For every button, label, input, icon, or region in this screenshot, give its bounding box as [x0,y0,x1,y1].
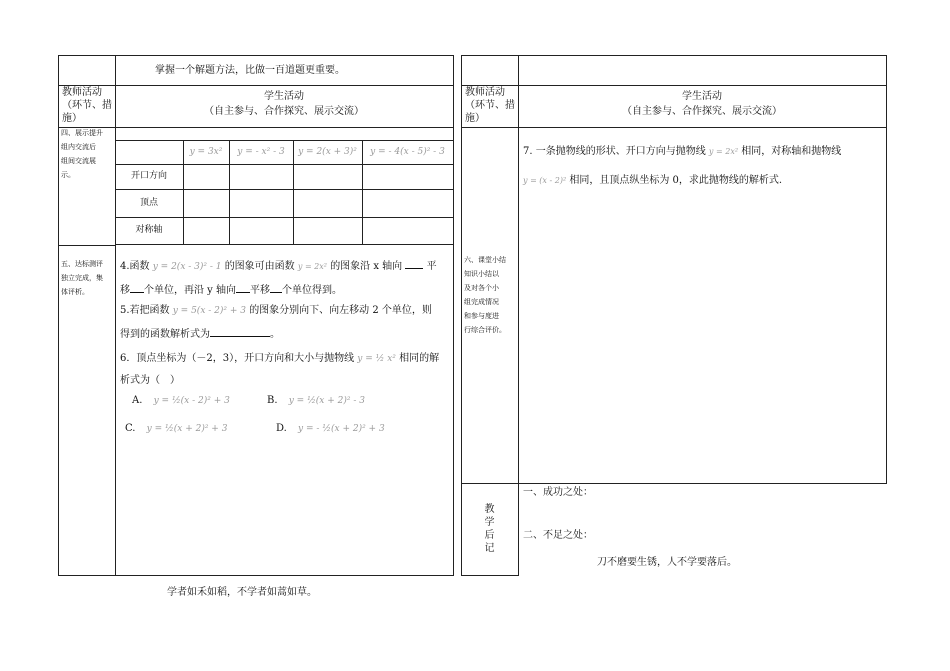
shortcoming-heading: 二、不足之处： [523,530,593,541]
banner-text: 掌握一个解题方法，比做一百道题更重要。 [155,65,345,76]
question-7-line-1 [523,147,841,157]
section6-note-line: 六、课堂小结 [464,256,506,264]
q6-option-c[interactable] [125,424,227,434]
section4-note-line: 四、展示提升 [61,129,103,137]
right-teacher-header-line-2: （环节、措 [465,100,515,111]
q4-blank-4[interactable] [270,292,282,293]
q5-line2: 得到的函数解析式为 [120,329,210,340]
section5-note-line: 独立完成，集 [61,274,103,282]
q5-formula: y = 5(x - 2)² + 3 [172,306,246,316]
table-header-cell: y = 2(x + 3)² [298,147,357,157]
q6-option-d-label: D. [276,423,287,434]
right-student-header-subtitle: （自主参与、合作探究、展示交流） [622,106,782,117]
teacher-header-line-1: 教师活动 [62,87,102,98]
table-row-label: 对称轴 [135,225,163,235]
q6-line2: 析式为（ ） [120,375,180,386]
q6-option-c-formula: y = ½(x + 2)² + 3 [146,424,228,434]
q6-option-b-label: B. [267,395,278,406]
q4-line2a: 移 [120,285,130,296]
question-4-line-2 [120,286,342,296]
section6-note-line: 及对各个小 [464,284,499,292]
q6-formula: y = ½ x² [357,354,396,364]
q6-option-a-formula: y = ½(x - 2)² + 3 [153,396,230,406]
q6-line1a: 6．顶点坐标为（－2，3），开口方向和大小与抛物线 [120,353,355,364]
teacher-header-line-2: （环节、措 [62,100,112,111]
postscript-char: 记 [484,543,495,554]
section4-note-line: 组间交流展 [61,157,96,165]
q4-formula-1: y = 2(x - 3)² - 1 [152,262,222,272]
question-7-line-2 [523,176,782,186]
q4-line2d: 个单位得到。 [282,285,343,296]
table-row-label: 顶点 [139,198,158,208]
question-6-line-1 [120,354,439,364]
q6-option-d[interactable] [276,424,385,434]
table-header-cell: y = - 4(x - 5)² - 3 [370,147,445,157]
section6-note-line: 组完成情况 [464,298,499,306]
table-header-cell: y = - x² - 3 [237,147,285,157]
q7-line2: 相同，且顶点纵坐标为 0，求此抛物线的解析式. [569,175,783,186]
right-student-header-title: 学生活动 [682,91,722,102]
section6-note-line: 和参与度进 [464,312,499,320]
q4-number: 4.函数 [120,261,150,272]
q5-period: 。 [270,329,280,340]
section6-note-line: 行综合评价。 [464,326,506,334]
q4-line2c: 平移 [250,285,271,296]
right-motto: 刀不磨要生锈，人不学要落后。 [597,557,737,568]
q4-mid: 的图象可由函数 [224,261,295,272]
q5-blank[interactable] [210,336,270,337]
q4-blank-2[interactable] [130,292,144,293]
q4-blank-1[interactable] [405,268,423,269]
q6-option-b[interactable] [267,396,365,406]
q4-line2b: 个单位，再沿 y 轴向 [144,285,237,296]
postscript-char: 后 [484,530,495,541]
q7-line1b: 相同，对称轴和抛物线 [741,146,842,157]
section5-note-line: 体评析。 [61,288,89,296]
q4-blank-after: 平 [426,261,437,272]
student-header-subtitle: （自主参与、合作探究、展示交流） [204,106,364,117]
q7-formula-2: y = (x - 2)² [523,176,567,185]
right-teacher-header-line-1: 教师活动 [465,87,505,98]
q7-line1a: 7. 一条抛物线的形状、开口方向与抛物线 [523,146,706,157]
q5-number: 5.若把函数 [120,305,170,316]
q6-option-a-label: A. [132,395,143,406]
success-heading: 一、成功之处： [523,487,593,498]
q6-line1b: 相同的解 [399,353,440,364]
q6-option-c-label: C. [125,423,136,434]
left-footer-motto: 学者如禾如稻，不学者如蒿如草。 [167,587,317,598]
student-header-title: 学生活动 [264,91,304,102]
table-header-cell: y = 3x² [189,147,223,157]
question-4-line-1 [120,262,437,272]
section4-note-line: 组内交流后 [61,143,96,151]
right-teacher-header-line-3: 施） [465,113,485,124]
q5-end: 的图象分别向下、向左移动 2 个单位，则 [249,305,432,316]
q6-option-a[interactable] [132,396,230,406]
q4-end: 的图象沿 x 轴向 [330,261,403,272]
q4-formula-2: y = 2x² [297,262,327,271]
section5-note-line: 五、达标测评 [61,260,103,268]
question-5-line-1 [120,306,432,316]
q7-formula-1: y = 2x² [708,147,739,156]
postscript-char: 教 [484,504,495,515]
q4-blank-3[interactable] [236,292,250,293]
q6-option-d-formula: y = - ½(x + 2)² + 3 [298,424,385,434]
q6-option-b-formula: y = ½(x + 2)² - 3 [288,396,365,406]
section6-note-line: 知识小结以 [464,270,499,278]
question-5-line-2 [120,330,280,340]
table-row-label: 开口方向 [130,171,167,181]
postscript-char: 学 [484,517,495,528]
teacher-header-line-3: 施） [62,113,82,124]
section4-note-line: 示。 [61,171,75,179]
